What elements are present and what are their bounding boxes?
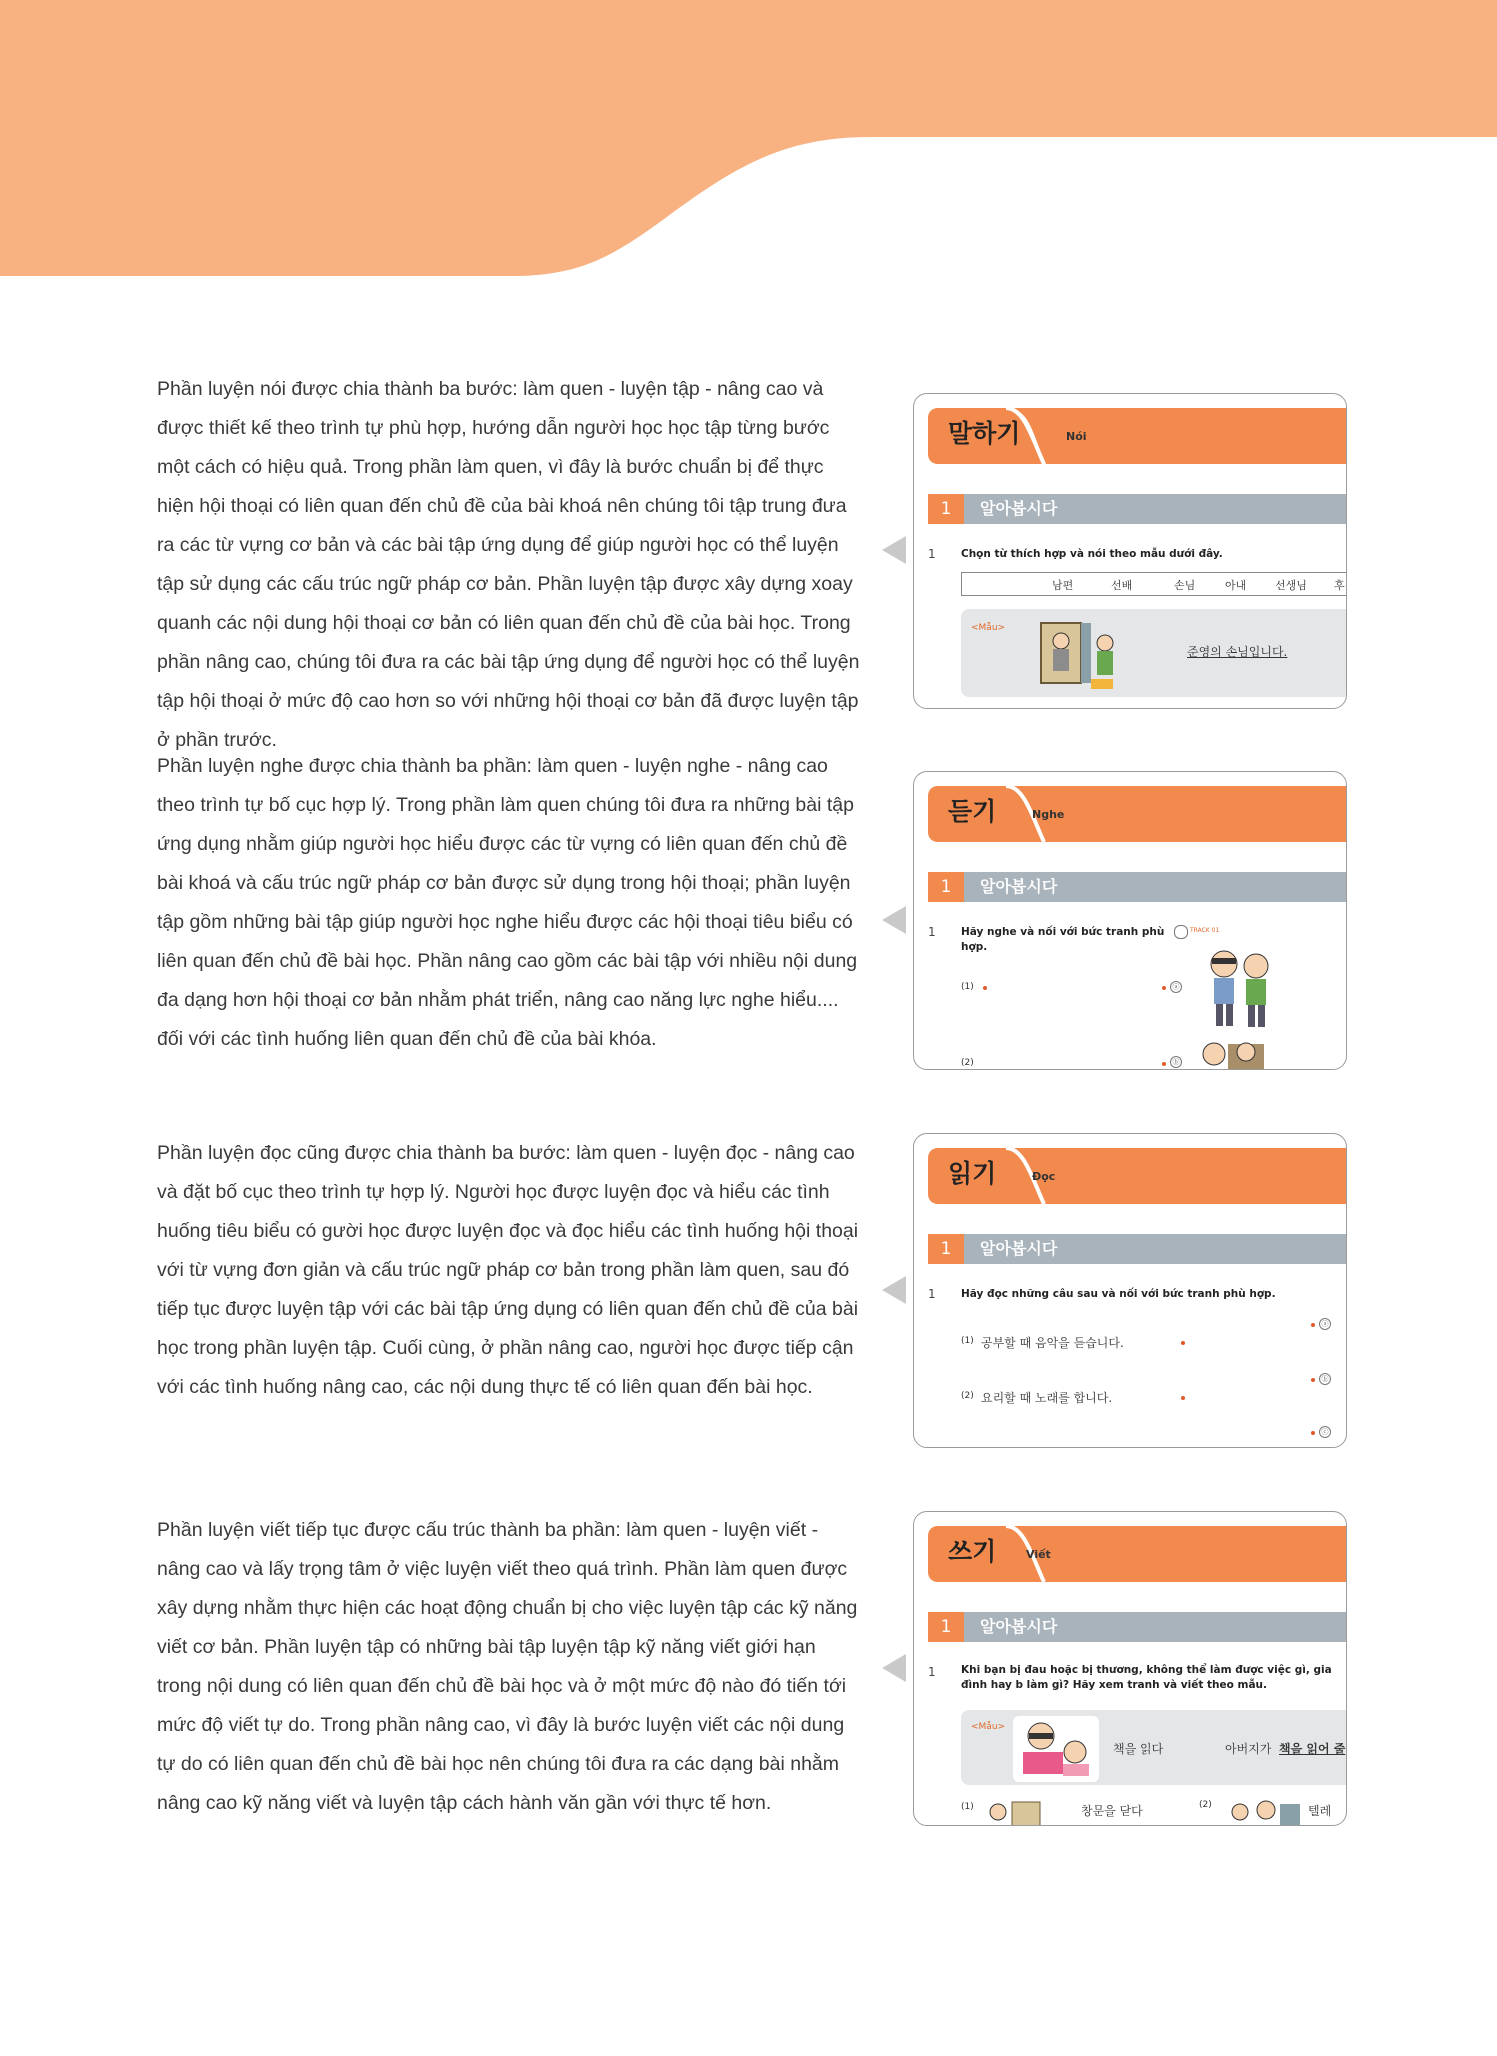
card-vietnamese-title: Nghe (1032, 808, 1065, 821)
match-dot (1181, 1341, 1185, 1345)
card-vietnamese-title: Đọc (1032, 1170, 1056, 1183)
sample-subject: 아버지가 (1225, 1742, 1272, 1756)
item-phrase: 텔레 (1308, 1804, 1332, 1818)
word: 아내 (1225, 579, 1247, 592)
step-number: 1 (928, 1234, 964, 1264)
question-text: Khi bạn bị đau hoặc bị thương, không thể làm được việc gì, gia đình hay b làm gì? Hãy xem tranh và viết theo mẫu. (961, 1664, 1332, 1691)
sample-answer: 책을 읽어 줄 (1279, 1742, 1346, 1756)
match-dot (983, 986, 987, 990)
step-number: 1 (928, 872, 964, 902)
sample-phrase: 책을 읽다 (1113, 1742, 1164, 1756)
sample-sentence: 준영의 손님입니다. (1187, 645, 1288, 659)
pointer-arrow-icon (882, 1276, 906, 1304)
people-illustration (1184, 944, 1294, 1069)
pointer-arrow-icon (882, 536, 906, 564)
card-vietnamese-title: Viết (1026, 1548, 1051, 1561)
step-label: 알아봅시다 (980, 1239, 1058, 1258)
word: 선배 (1111, 579, 1133, 592)
item-number: (1) (961, 982, 974, 992)
answer-mark: ⓐ (1170, 981, 1182, 993)
item-number: (1) (961, 1336, 974, 1346)
item-sentence: 공부할 때 음악을 듣습니다. (981, 1336, 1124, 1350)
speaking-card (913, 393, 1347, 709)
track-label: TRACK 01 (1190, 927, 1220, 934)
sample-box (961, 609, 1347, 697)
listening-paragraph: Phần luyện nghe được chia thành ba phần: làm quen - luyện nghe - nâng cao theo trình tự bố cục hợp lý. Trong phần làm quen chúng tôi đưa ra những bài tập ứng dụng nhằm giúp người học hiểu được các từ vựng có liên quan đến chủ đề bài khoá và cấu trúc ngữ pháp cơ bản được sử dụng trong hội thoại; phần luyện tập gồm những bài tập giúp người học nghe hiểu được các hội thoại tiêu biểu có liên quan đến chủ đề bài học. Phần nâng cao gồm các bài tập với nhiều nội dung đa dạng hơn hội thoại cơ bản nhằm phát triển, nâng cao năng lực nghe hiểu.... đối với các tình huống liên quan đến chủ đề của bài khóa. (157, 755, 858, 1050)
question-number: 1 (928, 1287, 936, 1301)
people-illustration (1224, 1796, 1304, 1826)
step-label: 알아봅시다 (980, 1617, 1058, 1636)
door-visitor-illustration (1035, 617, 1127, 695)
reading-father-illustration (1013, 1716, 1099, 1782)
pointer-arrow-icon (882, 1654, 906, 1682)
pointer-arrow-icon (882, 906, 906, 934)
match-dot (1311, 1378, 1315, 1382)
step-bar (928, 494, 1347, 524)
match-dot (1181, 1396, 1185, 1400)
question-text: Chọn từ thích hợp và nói theo mẫu dưới đây. (961, 548, 1223, 560)
reading-paragraph: Phần luyện đọc cũng được chia thành ba bước: làm quen - luyện đọc - nâng cao và đặt bố cục theo trình tự hợp lý. Người học được luyện đọc và hiểu các tình huống tiêu biểu có gười học được luyện đọc và đọc hiểu các tình huống hội thoại với từ vựng đơn giản và cấu trúc ngữ pháp cơ bản trong phần làm quen, sau đó tiếp tục được luyện tập với các bài tập ứng dụng có liên quan đến chủ đề của bài học trong phần luyện tập. Cuối cùng, ở phần nâng cao, người học được tiếp cận với các tình huống nâng cao, các nội dung thực tế có liên quan đến bài học. (157, 1142, 859, 1398)
window-illustration (984, 1796, 1044, 1826)
item-number: (2) (1199, 1800, 1212, 1810)
match-dot (1162, 986, 1166, 990)
question-text: Hãy nghe và nối với bức tranh phù hợp. (961, 926, 1165, 953)
answer-mark: ⓒ (1319, 1426, 1331, 1438)
answer-mark: ⓐ (1319, 1318, 1331, 1330)
match-dot (1311, 1431, 1315, 1435)
item-phrase: 창문을 닫다 (1081, 1804, 1143, 1818)
sample-label: <Mẫu> (971, 623, 1006, 633)
sample-label: <Mẫu> (971, 1722, 1006, 1732)
step-label: 알아봅시다 (980, 499, 1058, 518)
sample-box (961, 1710, 1347, 1785)
audio-cd-icon (1174, 925, 1188, 939)
step-bar (928, 1612, 1347, 1642)
question-text: Hãy đọc những câu sau và nối với bức tranh phù hợp. (961, 1288, 1276, 1300)
step-bar (928, 872, 1347, 902)
word: 손님 (1174, 579, 1196, 592)
word: 선생님 (1275, 579, 1307, 592)
writing-card (913, 1511, 1347, 1826)
step-number: 1 (928, 494, 964, 524)
match-dot (1162, 1062, 1166, 1066)
answer-mark: ⓑ (1170, 1056, 1182, 1068)
question-number: 1 (928, 925, 936, 939)
header-wave-shape (0, 0, 1497, 290)
listening-card (913, 771, 1347, 1070)
card-korean-title: 듣기 (948, 797, 997, 826)
speaking-paragraph: Phần luyện nói được chia thành ba bước: làm quen - luyện tập - nâng cao và được thiết kế theo trình tự phù hợp, hướng dẫn người học học tập từng bước một cách có hiệu quả. Trong phần làm quen, vì đây là bước chuẩn bị để thực hiện hội thoại có liên quan đến chủ đề của bài khoá nên chúng tôi tập trung đưa ra các từ vựng cơ bản và các bài tập ứng dụng để giúp người học có thể luyện tập sử dụng các cấu trúc ngữ pháp cơ bản. Phần luyện tập được xây dựng xoay quanh các nội dung hội thoại cơ bản có liên quan đến chủ đề của bài học. Trong phần nâng cao, chúng tôi đưa ra các bài tập ứng dụng để người học có thể luyện tập hội thoại ở mức độ cao hơn so với những hội thoại cơ bản đã được luyện tập ở phần trước. (157, 378, 860, 751)
question-number: 1 (928, 1665, 936, 1679)
word: 후 (1334, 579, 1345, 592)
writing-paragraph: Phần luyện viết tiếp tục được cấu trúc thành ba phần: làm quen - luyện viết - nâng cao và lấy trọng tâm ở việc luyện viết theo quá trình. Phần làm quen được xây dựng nhằm thực hiện các hoạt động chuẩn bị cho việc luyện tập các kỹ năng viết cơ bản. Phần luyện tập có những bài tập luyện tập kỹ năng viết giới hạn trong nội dung có liên quan đến chủ đề bài học và ở một mức độ nào đó tiến tới mức độ viết tự do. Trong phần nâng cao, vì đây là bước luyện viết các nội dung tự do có liên quan đến chủ đề bài học nên chúng tôi đưa ra các dạng bài nhằm nâng cao kỹ năng viết và luyện tập cách hành văn gần với thực tế hơn. (157, 1519, 858, 1814)
item-number: (1) (961, 1802, 974, 1812)
answer-mark: ⓑ (1319, 1373, 1331, 1385)
word-box (961, 572, 1347, 596)
step-label: 알아봅시다 (980, 877, 1058, 896)
reading-card (913, 1133, 1347, 1448)
match-dot (1311, 1323, 1315, 1327)
step-bar (928, 1234, 1347, 1264)
question-number: 1 (928, 547, 936, 561)
card-korean-title: 읽기 (948, 1159, 997, 1188)
step-number: 1 (928, 1612, 964, 1642)
card-korean-title: 쓰기 (948, 1537, 997, 1566)
word: 남편 (1052, 579, 1074, 592)
item-number: (2) (961, 1391, 974, 1401)
item-number: (2) (961, 1058, 974, 1068)
card-korean-title: 말하기 (948, 419, 1021, 448)
item-sentence: 요리할 때 노래를 합니다. (981, 1391, 1113, 1405)
card-vietnamese-title: Nói (1066, 430, 1087, 443)
